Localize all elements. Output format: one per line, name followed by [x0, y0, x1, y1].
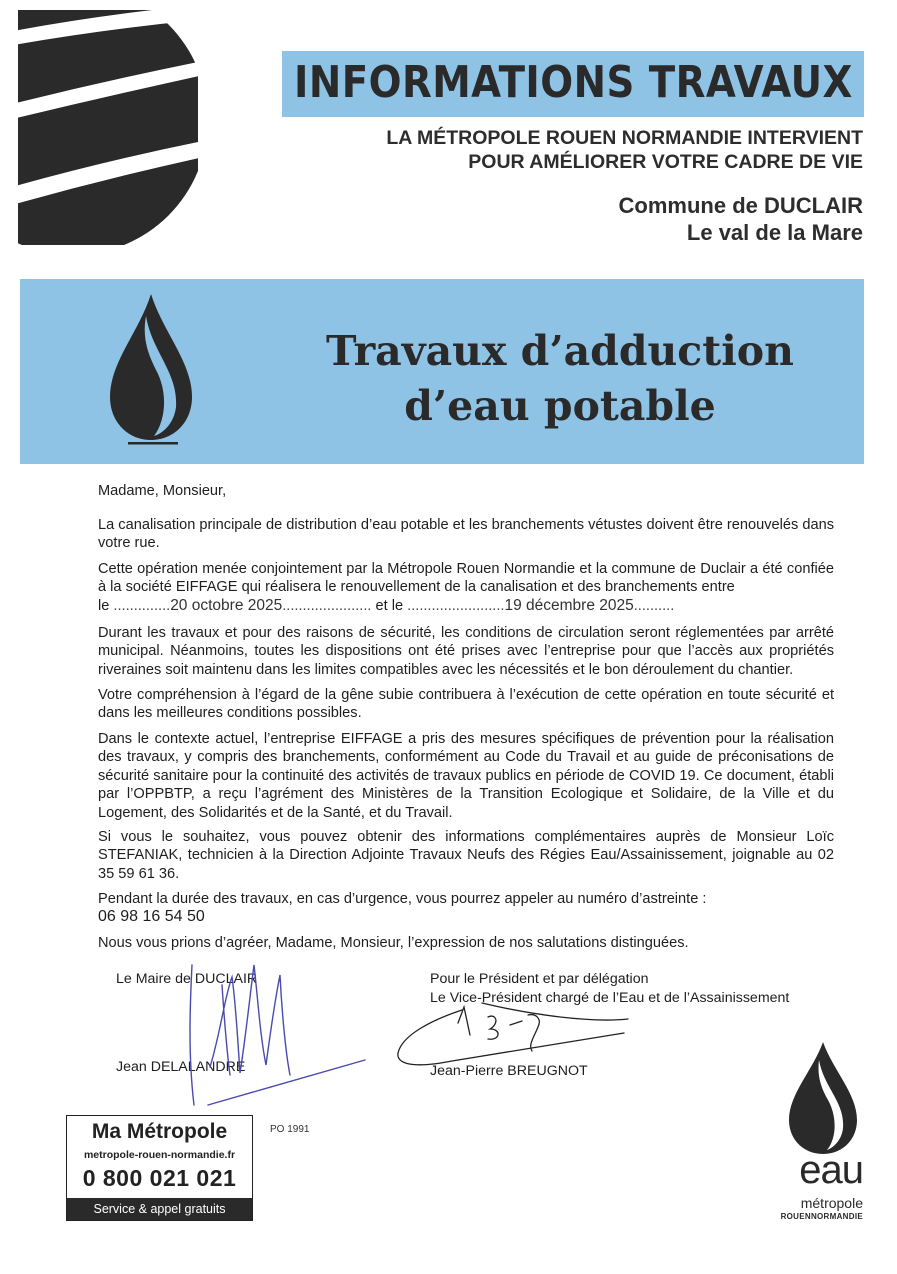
- eau-logo-sub2: ROUENNORMANDIE: [780, 1212, 863, 1221]
- vp-name: Jean-Pierre BREUGNOT: [430, 1063, 588, 1079]
- header-subtitle: [386, 126, 863, 174]
- header-banner: [282, 51, 864, 117]
- location-block: [619, 192, 863, 246]
- paragraph-1: La canalisation principale de distribution d’eau potable et les branchements vétustes doivent être renouvelés dans votre rue.: [98, 517, 834, 552]
- street-name: Le val de la Mare: [686, 220, 863, 245]
- start-date: 20 octobre 2025: [170, 596, 283, 614]
- dotted-leader: ..............: [113, 597, 171, 614]
- paragraph-5: Dans le contexte actuel, l’entreprise EIFFAGE a pris des mesures spécifiques de prévention pour la réalisation des travaux, y compris des branchements, conformément au Code du Travail et au guide de préconisations de sécurité sanitaire pour la continuité des activités de travaux publics en période de COVID 19. Ce document, établi par l’OPPBTP, a reçu l’agrément des Ministères de la Transition Ecologique et Solidaire, de la Ville et du Logement, des Solidarités et de la Santé, et du Travail.: [98, 731, 834, 821]
- vp-role-line-1: Pour le Président et par délégation: [430, 971, 649, 987]
- dotted-leader: ..........: [633, 597, 675, 614]
- ma-metropole-phone[interactable]: 0 800 021 021: [82, 1165, 237, 1191]
- dotted-leader: ........................: [407, 597, 505, 614]
- title-line: Travaux d’adduction: [326, 327, 794, 375]
- vp-role-line-2: Le Vice-Président chargé de l’Eau et de l’Assainissement: [430, 990, 790, 1006]
- title-line: d’eau potable: [404, 382, 716, 430]
- disc-logo-icon: [18, 10, 198, 245]
- end-date: 19 décembre 2025: [504, 596, 634, 614]
- date-prefix: le: [98, 597, 110, 614]
- paragraph-2: [98, 560, 834, 615]
- paragraph-7-text: Pendant la durée des travaux, en cas d’urgence, vous pourrez appeler au numéro d’astreinte :: [98, 891, 707, 907]
- paragraph-4: Votre compréhension à l’égard de la gêne subie contribuera à l’exécution de cette opération en toute sécurité et dans les meilleures conditions possibles.: [98, 687, 834, 722]
- eau-logo-word: eau: [799, 1148, 863, 1192]
- ma-metropole-brand: Ma Métropole: [91, 1120, 228, 1143]
- vp-signature-icon: [392, 995, 632, 1075]
- paragraph-6: Si vous le souhaitez, vous pouvez obtenir des informations complémentaires auprès de Monsieur Loïc STEFANIAK, technicien à la Direction Adjointe Travaux Neufs des Régies Eau/Assainissement, joignable au 02 35 59 61 36.: [98, 829, 834, 882]
- closing: Nous vous prions d’agréer, Madame, Monsieur, l’expression de nos salutations distinguées.: [98, 935, 689, 951]
- date-line: [98, 597, 834, 615]
- page-title: [300, 324, 820, 434]
- ma-metropole-service: Service & appel gratuits: [67, 1198, 252, 1220]
- ma-metropole-box: [66, 1115, 253, 1221]
- date-connector: et le: [375, 597, 404, 614]
- subtitle-line: POUR AMÉLIORER VOTRE CADRE DE VIE: [468, 151, 863, 173]
- subtitle-line: LA MÉTROPOLE ROUEN NORMANDIE INTERVIENT: [386, 127, 863, 149]
- emergency-phone: 06 98 16 54 50: [98, 908, 205, 926]
- paragraph-2-text: Cette opération menée conjointement par la Métropole Rouen Normandie et la commune de Duclair a été confiée à la société EIFFAGE qui réalisera le renouvellement de la canalisation et des branchements entre: [98, 561, 834, 596]
- greeting: Madame, Monsieur,: [98, 483, 227, 499]
- water-drop-icon: [108, 292, 194, 448]
- commune-name: Commune de DUCLAIR: [618, 193, 863, 218]
- paragraph-3: Durant les travaux et pour des raisons de sécurité, les conditions de circulation seront réglementées par arrêté municipal. Néanmoins, toutes les dispositions ont été prises avec l’entreprise pour que l’accès aux propriétés riveraines soit maintenu dans les limites compatibles avec les nécessités et le bon déroulement du chantier.: [98, 625, 834, 678]
- header-banner-title: INFORMATIONS TRAVAUX: [294, 57, 853, 108]
- paragraph-7: [98, 890, 834, 927]
- document-reference: PO 1991: [270, 1124, 310, 1135]
- mayor-signature-icon: [170, 955, 370, 1115]
- ma-metropole-website[interactable]: metropole-rouen-normandie.fr: [83, 1149, 236, 1161]
- eau-drop-icon: [787, 1040, 859, 1158]
- eau-logo-sub: métropole: [800, 1195, 863, 1211]
- dotted-leader: ......................: [282, 597, 372, 614]
- mayor-role: Le Maire de DUCLAIR: [116, 971, 258, 987]
- mayor-name: Jean DELALANDRE: [116, 1059, 246, 1075]
